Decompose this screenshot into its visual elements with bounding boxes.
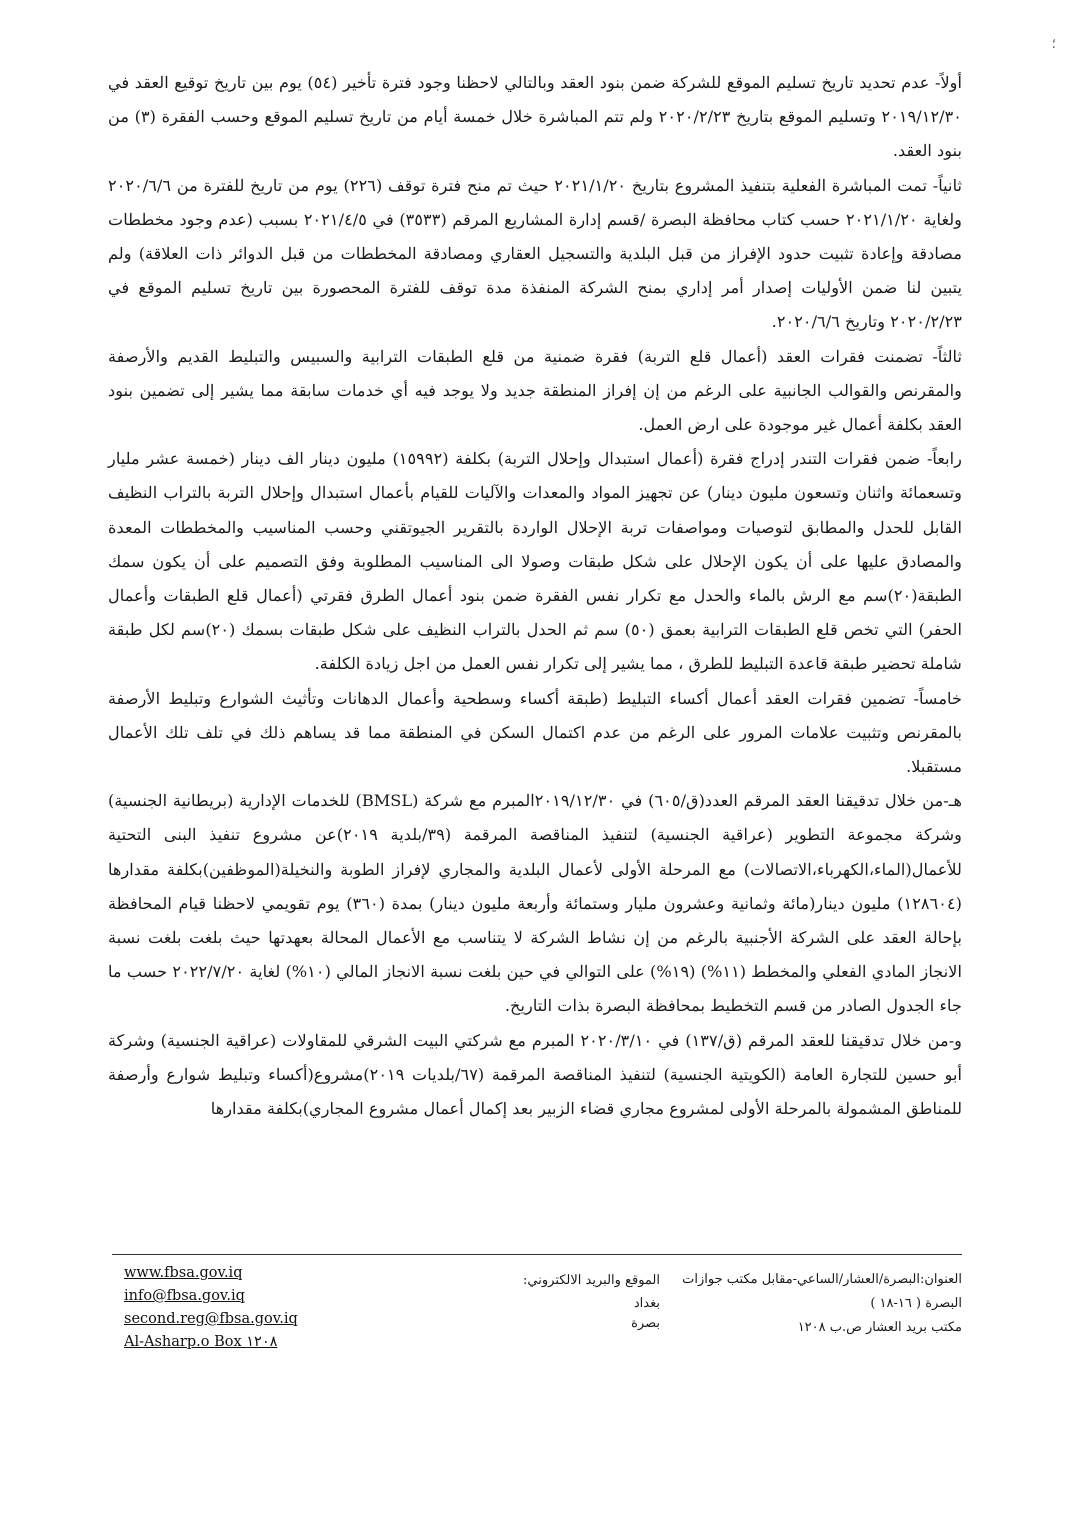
paragraph-fifth: خامساً- تضمين فقرات العقد أعمال أكساء التبليط (طبقة أكساء وسطحية وأعمال الدهانات وتأثيث الشوارع وتبليط الأرصفة بالمقرنص وتثبيت علامات المرور على الرغم من عدم اكتمال السكن في المنطقة مما قد يساهم ذلك في تلف تلك الأعمال مستقبلا. (108, 688, 962, 777)
footer-contact-labels (410, 1268, 660, 1334)
pobox-line-ar: مكتب بريد العشار ص.ب ١٢٠٨ (797, 1320, 962, 1335)
document-body (108, 66, 962, 1126)
address-line (662, 1268, 962, 1316)
address-text: العنوان:البصرة/العشار/الساعي-مقابل مكتب جوازات البصرة (682, 1272, 962, 1311)
paragraph-fourth: رابعاً- ضمن فقرات التندر إدراج فقرة (أعمال استبدال وإحلال التربة) بكلفة (١٥٩٩٢) مليون دينار الف دينار (خمسة عشر مليار وتسعمائة واثنان وتسعون مليون دينار) عن تجهيز المواد والمعدات والآليات للقيام بأعمال استبدال وإحلال التربة بالتراب النظيف القابل للحدل والمطابق لتوصيات ومواصفات تربة الإحلال الواردة بالتقرير الجيوتقني وحسب المناسيب والمخططات المعدة والمصادق عليها على أن يكون الإحلال على شكل طبقات وصولا الى المناسيب المطلوبة وفق التصميم على أن يكون سمك الطبقة(٢٠)سم مع الرش بالماء والحدل مع تكرار نفس الفقرة ضمن بنود أعمال الطرق فقرتي (أعمال قلع الطبقات وأعمال الحفر) التي تخص قلع الطبقات الترابية بعمق (٥٠) سم ثم الحدل بالتراب النظيف على شكل طبقات بسمك (٢٠)سم لكل طبقة شاملة تحضير طبقة قاعدة التبليط للطرق ، مما يشير إلى تكرار نفس العمل من اجل زيادة الكلفة. (108, 449, 962, 674)
footer-divider (112, 1254, 962, 1255)
email-second-link[interactable]: second.reg@fbsa.gov.iq (124, 1311, 298, 1327)
paragraph-second: ثانياً- تمت المباشرة الفعلية بتنفيذ المشروع بتاريخ ٢٠٢١/١/٢٠ حيث تم منح فترة توقف (٢٢٦) يوم من تاريخ للفترة من ٢٠٢٠/٦/٦ ولغاية ٢٠٢١/١/٢٠ حسب كتاب محافظة البصرة /قسم إدارة المشاريع المرقم (٣٥٣٣) في ٢٠٢١/٤/٥ بسبب (عدم وجود مخططات مصادقة وإعادة تثبيت حدود الإفراز من قبل البلدية والتسجيل العقاري ومصادقة المخططات من قبل الدوائر ذات العلاقة) ولم يتبين لنا ضمن الأوليات إصدار أمر إداري بمنح الشركة المنفذة مدة توقف للفترة المحصورة بين تاريخ تسليم الموقع في ٢٠٢٠/٢/٢٣ وتاريخ ٢٠٢٠/٦/٦. (108, 175, 963, 332)
city-basra: بصرة (631, 1316, 660, 1331)
website-link[interactable]: www.fbsa.gov.iq (124, 1265, 243, 1281)
city-baghdad: بغداد (633, 1296, 660, 1311)
paragraph-third: ثالثاً- تضمنت فقرات العقد (أعمال قلع التربة) فقرة ضمنية من قلع الطبقات الترابية والسبيس والتبليط القديم والأرصفة والمقرنص والقوالب الجانبية على الرغم من إن إفراز المنطقة جديد ولا يوجد فيه أي خدمات سابقة مما يشير إلى تضمين بنود العقد بكلفة أعمال غير موجودة على ارض العمل. (108, 346, 962, 435)
email-info-link[interactable]: info@fbsa.gov.iq (124, 1288, 245, 1304)
paragraph-he: هـ-من خلال تدقيقنا العقد المرقم العدد(ق/٦٠٥) في ٢٠١٩/١٢/٣٠المبرم مع شركة (BMSL) للخدمات الإدارية (بريطانية الجنسية) وشركة مجموعة التطوير (عراقية الجنسية) لتنفيذ المناقصة المرقمة (٣٩/بلدية ٢٠١٩)عن مشروع تنفيذ البنى التحتية للأعمال(الماء،الكهرباء،الاتصالات) مع المرحلة الأولى لأعمال البلدية والمجاري لإفراز الطوبة والنخيلة(الموظفين)بكلفة مقدارها (١٢٨٦٠٤) مليون دينار(مائة وثمانية وعشرون مليار وستمائة وأربعة مليون دينار) بمدة (٣٦٠) يوم تقويمي لاحظنا قيام المحافظة بإحالة العقد على الشركة الأجنبية بالرغم من إن نشاط الشركة لا يتناسب مع الأعمال المحالة بعهدتها حيث بلغت بلغت نسبة الانجاز المادي الفعلي والمخطط (١١%) (١٩%) على التوالي في حين بلغت نسبة الانجاز المالي (١٠%) لغاية ٢٠٢٢/٧/٢٠ حسب ما جاء الجدول الصادر من قسم التخطيط بمحافظة البصرة بذات التاريخ. (108, 791, 962, 1016)
footer-address (662, 1268, 962, 1340)
footer-contacts (124, 1262, 324, 1354)
paragraph-first: أولاً- عدم تحديد تاريخ تسليم الموقع للشركة ضمن بنود العقد وبالتالي لاحظنا وجود فترة تأخير (٥٤) يوم بين تاريخ توقيع العقد في ٢٠١٩/١٢/٣٠ وتسليم الموقع بتاريخ ٢٠٢٠/٢/٢٣ ولم تتم المباشرة خلال خمسة أيام من تاريخ تسليم الموقع وحسب الفقرة (٣) من بنود العقد. (108, 73, 962, 161)
paragraph-waw: و-من خلال تدقيقنا للعقد المرقم (ق/١٣٧) في ٢٠٢٠/٣/١٠ المبرم مع شركتي البيت الشرقي للمقاولات (عراقية الجنسية) وشركة أبو حسين للتجارة العامة (الكويتية الجنسية) لتنفيذ المناقصة المرقمة (٦٧/بلديات ٢٠١٩)مشروع(أكساء وتبليط شوارع وأرصفة للمناطق المشمولة بالمرحلة الأولى لمشروع مجاري قضاء الزبير بعد إكمال أعمال مشروع المجاري)بكلفة مقدارها (108, 1030, 962, 1119)
corner-mark: ؛ (1051, 36, 1056, 52)
pobox-en: Al-Asharp.o Box ١٢٠٨ (124, 1334, 278, 1350)
web-label: الموقع والبريد الالكتروني: (523, 1273, 660, 1288)
address-phone: ( ١٦-١٨ ) (870, 1296, 922, 1311)
